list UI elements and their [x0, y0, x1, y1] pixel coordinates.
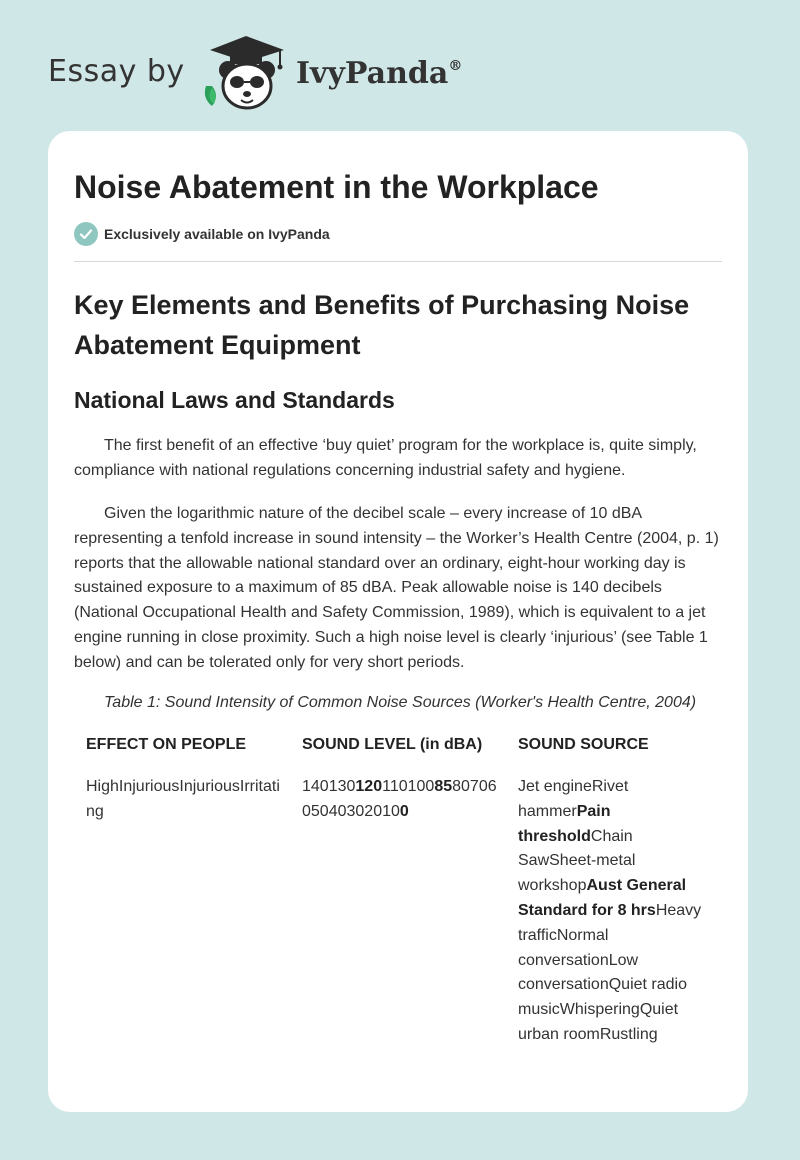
level-item: 30 [346, 802, 365, 820]
exclusive-badge [74, 222, 330, 246]
level-item: 85 [434, 778, 453, 795]
level-item: 130 [328, 778, 356, 795]
level-item: 40 [328, 802, 347, 820]
effect-item: High [86, 778, 119, 795]
subsection-heading: National Laws and Standards [74, 387, 395, 413]
table-cell-effects [86, 775, 286, 825]
check-icon [74, 222, 98, 246]
source-item: Jet engine [518, 778, 592, 795]
panda-logo-icon [200, 32, 292, 112]
table-header-source: SOUND SOURCE [518, 736, 649, 753]
source-item: Whispering [559, 1001, 640, 1019]
source-item: Quiet urban room [518, 1001, 679, 1043]
level-item: 70 [469, 778, 488, 795]
table-cell-sources [518, 775, 708, 1048]
source-item: Pain threshold [518, 802, 611, 845]
effect-item: Injurious [118, 778, 180, 795]
page-title: Noise Abatement in the Workplace [74, 169, 599, 205]
level-item: 140 [302, 778, 329, 795]
site-header-brand[interactable] [48, 32, 508, 112]
paragraph: Given the logarithmic nature of the decibel scale – every increase of 10 dBA representing a tenfold increase in sound intensity – the Worker’s Health Centre (2004, p. 1) reports that the allowable national standard over an ordinary, eight-hour working day is sustained exposure to a maximum of 85 dBA. Peak allowable noise is 140 decibels (National Occupational Health and Safety Commission, 1989), which is equivalent to a jet engine running in close proximity. Such a high noise level is clearly ‘injurious’ (see Table 1 below) and can be tolerated only for very short periods. [74, 505, 719, 671]
table-header-level: SOUND LEVEL (in dBA) [302, 736, 483, 753]
registered-mark: ® [448, 58, 463, 74]
brand-name: IvyPanda® [296, 56, 463, 91]
level-item: 0 [399, 802, 409, 820]
effect-item: Injurious [179, 778, 240, 795]
level-item: 60 [302, 778, 497, 820]
section-heading: Key Elements and Benefits of Purchasing Noise Abatement Equipment [74, 290, 690, 360]
source-item: Rivet hammer [518, 778, 629, 820]
table-caption: Table 1: Sound Intensity of Common Noise Sources (Worker's Health Centre, 2004) [104, 694, 697, 711]
level-item: 110 [382, 778, 408, 795]
source-item: Normal conversation [518, 926, 609, 969]
level-item: 10 [382, 802, 400, 820]
table-header-effect: EFFECT ON PEOPLE [86, 736, 247, 753]
source-item: Quiet radio music [518, 976, 687, 1019]
source-item: Low conversation [518, 951, 639, 994]
divider [74, 261, 722, 262]
source-item: Aust General Standard for 8 hrs [518, 877, 687, 919]
brand-prefix: Essay by [48, 54, 185, 89]
level-item: 50 [310, 802, 329, 820]
source-item: Sheet-metal workshop [518, 852, 636, 895]
paragraph: The first benefit of an effective ‘buy quiet’ program for the workplace is, quite simply, compliance with national regulations concerning industrial safety and hygiene. [74, 437, 697, 479]
level-item: 80 [452, 778, 470, 795]
source-item: Rustling [599, 1025, 658, 1043]
source-item: Chain Saw [518, 827, 633, 870]
effect-item: Irritating [86, 778, 280, 820]
source-item: Heavy traffic [518, 901, 702, 944]
level-item: 120 [355, 778, 383, 795]
level-item: 100 [407, 778, 435, 795]
article-card [48, 131, 748, 1112]
exclusive-label: Exclusively available on IvyPanda [104, 226, 330, 242]
table-cell-levels [302, 775, 498, 825]
level-item: 20 [364, 802, 383, 820]
